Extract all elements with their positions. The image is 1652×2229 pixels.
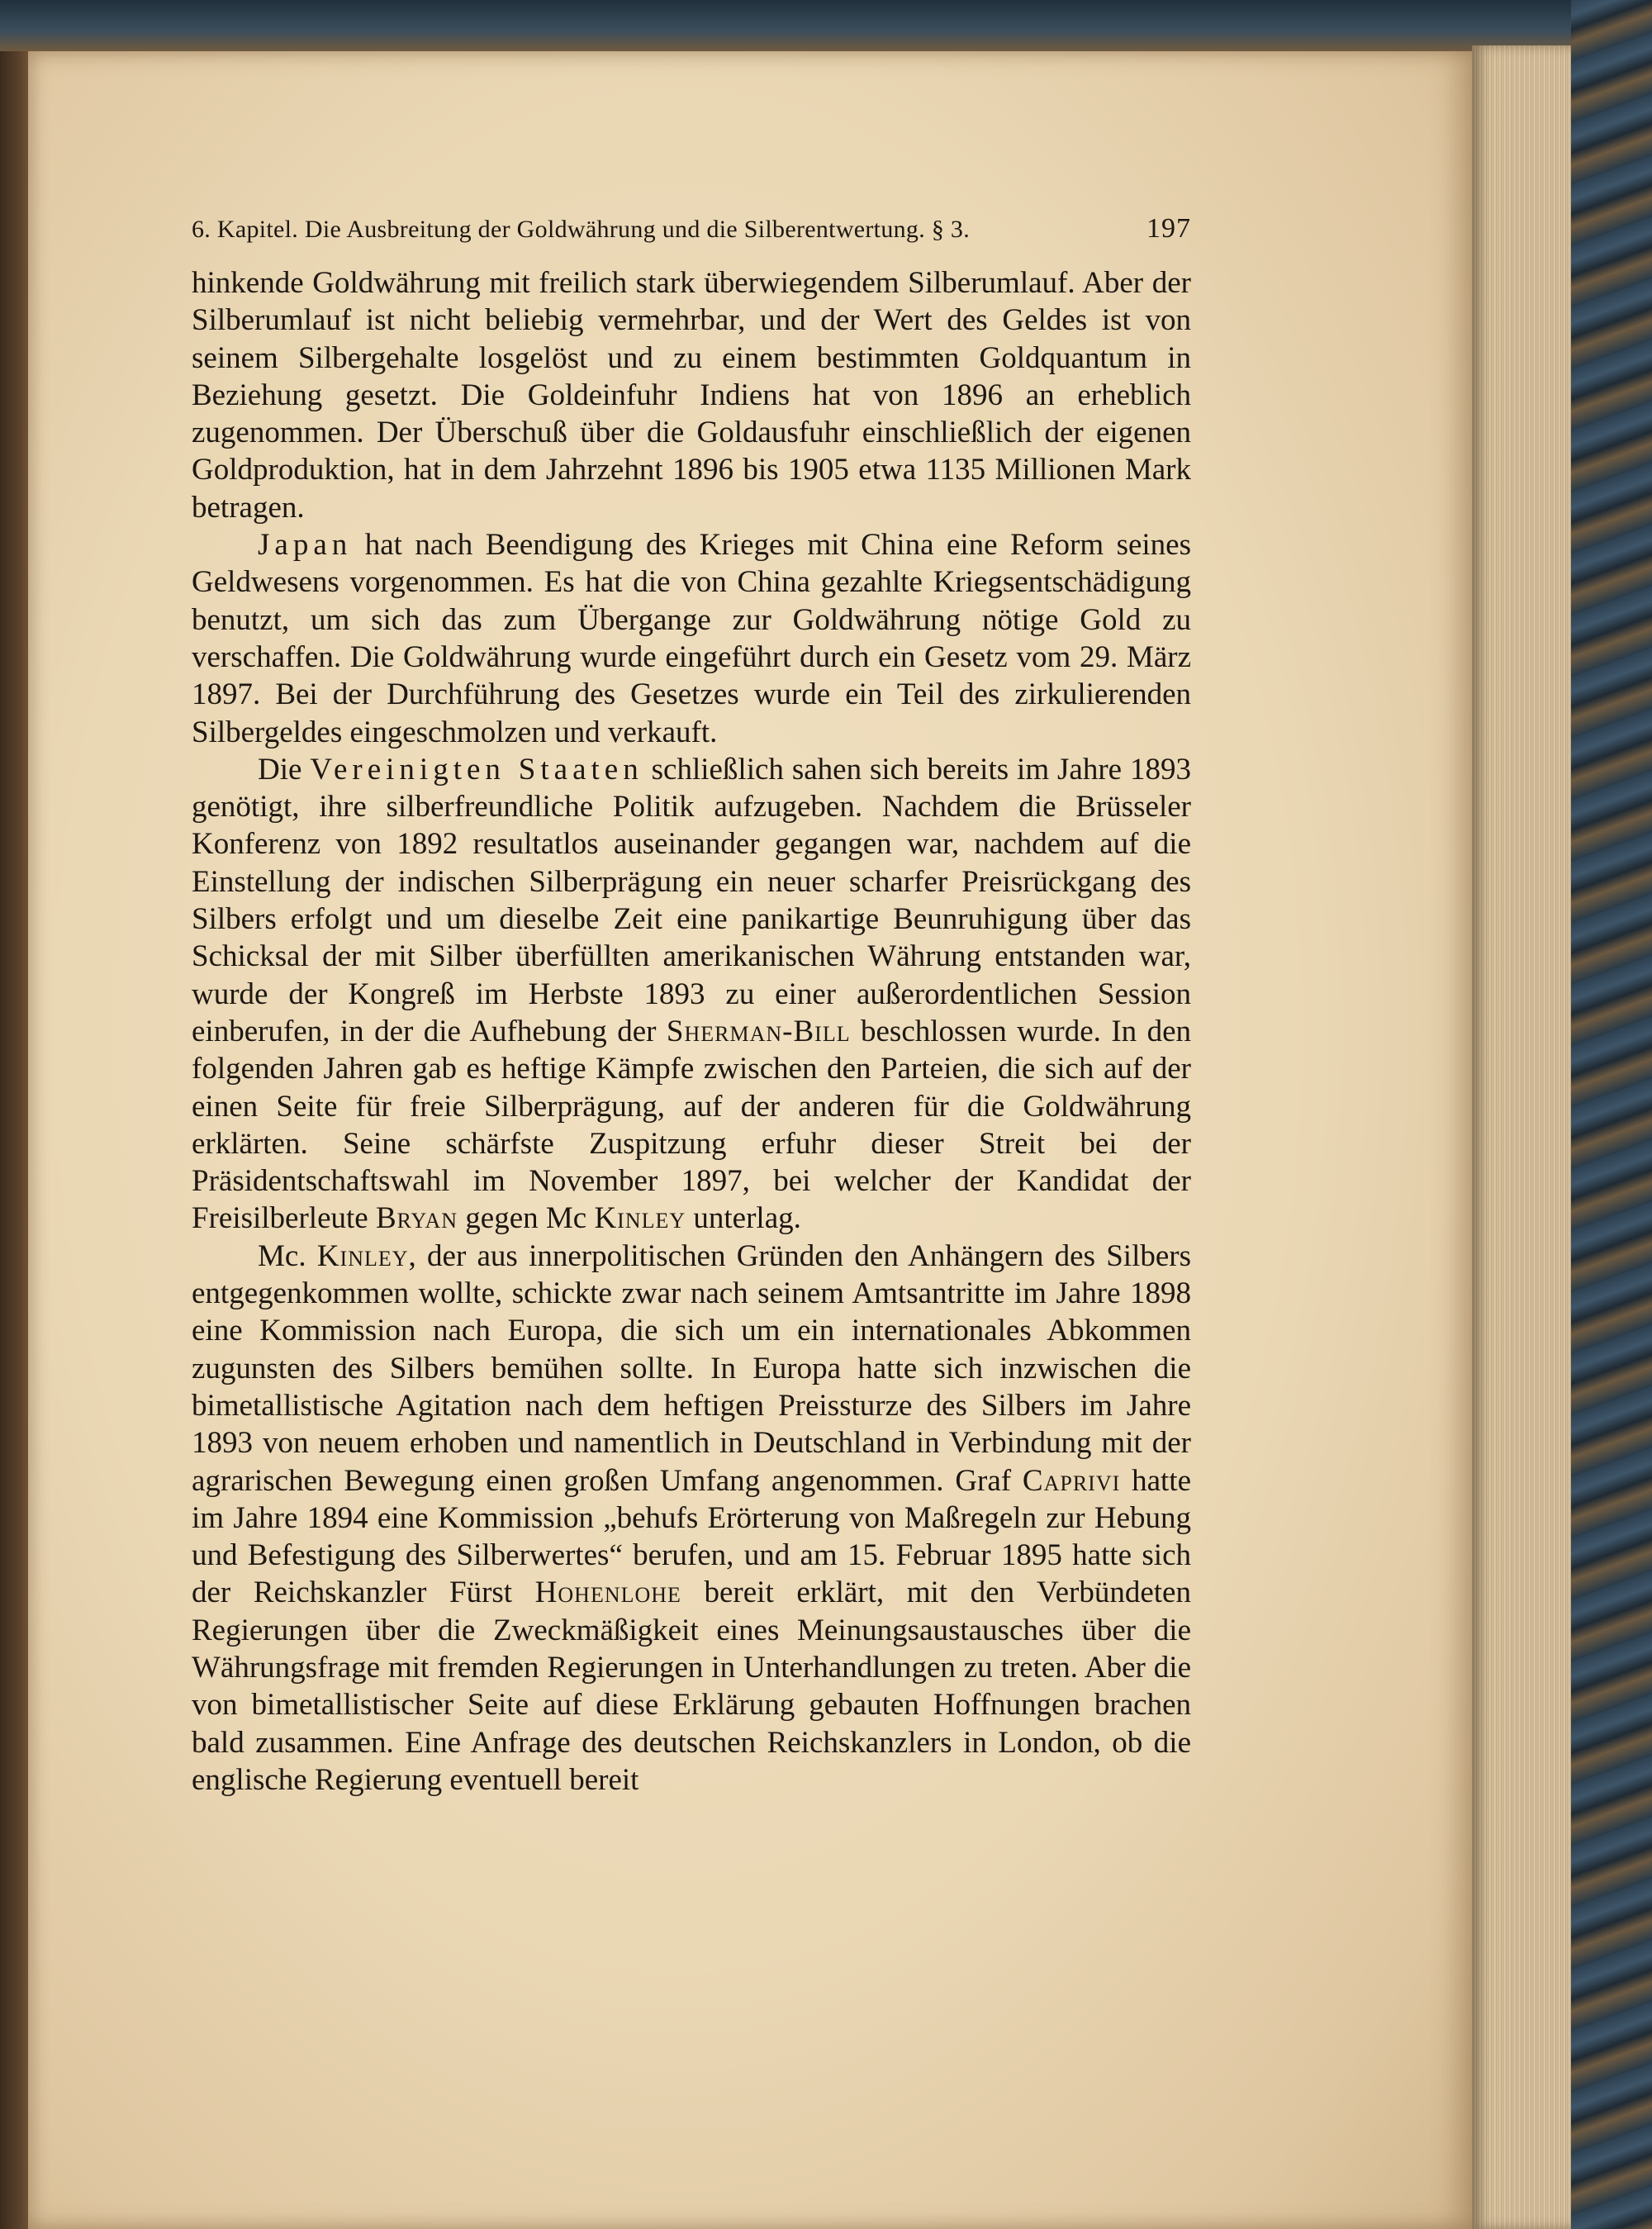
paragraph-text: hinkende Goldwährung mit freilich stark überwiegendem Silberumlauf. Aber der Silberumlauf ist nicht beliebig vermehrbar, und der Wert des Geldes ist von seinem Silbergehalte losgelöst und zu einem bestimmten Goldquantum in Beziehung gesetzt. Die Goldeinfuhr Indiens hat von 1896 an erheblich zugenommen. Der Überschuß über die Goldausfuhr einschließlich der eigenen Goldproduktion, hat in dem Jahrzehnt 1896 bis 1905 etwa 1135 Millionen Mark betragen. [192,266,1191,525]
paragraph-3 [192,751,1191,1238]
spaced-name-japan: Japan [258,528,353,563]
chapter-heading: 6. Kapitel. Die Ausbreitung der Goldwährung und die Silberentwertung. § 3. [192,216,971,243]
paragraph-text: gegen Mc [458,1201,595,1236]
paragraph-text: , der aus innerpolitischen Gründen den Anhängern des Silbers entgegenkommen wollte, schickte zwar nach seinem Amtsantritte im Jahre 1898 eine Kommission nach Europa, die sich um ein internationales Abkommen zugunsten des Silbers bemühen sollte. In Europa hatte sich inzwischen die bimetallistische Agitation nach dem heftigen Preissturze des Silbers im Jahre 1893 von neuem erhoben und namentlich in Deutschland in Verbindung mit der agrarischen Bewegung einen großen Umfang angenommen. Graf [192,1238,1191,1498]
paragraph-text: unterlag. [686,1201,801,1236]
page-edges [1472,45,1571,2229]
small-caps-kinley: Kinley [594,1201,686,1236]
paragraph-text: bereit erklärt, mit den Verbündeten Regierungen über die Zweckmäßigkeit eines Meinungsaustausches über die Währungsfrage mit fremden Regierungen in Unterhandlungen zu treten. Aber die von bimetallistischer Seite auf diese Erklärung gebauten Hoffnungen brachen bald zusammen. Eine Anfrage des deutschen Reichskanzlers in London, ob die englische Regierung eventuell bereit [192,1576,1191,1797]
paragraph-text: Mc. [258,1238,317,1273]
small-caps-caprivi: Caprivi [1022,1463,1121,1498]
small-caps-hohenlohe: Hohenlohe [534,1576,681,1610]
book-cover-top [0,0,1652,51]
paragraph-text: hatte im Jahre 1894 eine Kommission „behufs Erörterung von Maßregeln zur Hebung und Befestigung des Silberwertes“ berufen, und am 15. Februar 1895 hatte sich der Reichskanzler Fürst [192,1463,1191,1610]
paragraph-2 [192,526,1191,751]
paragraph-4 [192,1238,1191,1799]
spaced-name-vereinigte-staaten: Vereinigten Staaten [310,752,643,787]
page-content [192,213,1191,1799]
paragraph-text: schließlich sahen sich bereits im Jahre 1893 genötigt, ihre silberfreundliche Politik aufzugeben. Nachdem die Brüsseler Konferenz von 1892 resultatlos auseinander gegangen war, nachdem auf die Einstellung der indischen Silberprägung ein neuer scharfer Preisrückgang des Silbers erfolgt und um dieselbe Zeit eine panikartige Beunruhigung über das Schicksal der mit Silber überfüllten amerikanischen Währung entstanden war, wurde der Kongreß im Herbste 1893 zu einer außerordentlichen Session einberufen, in der die Aufhebung der [192,752,1191,1048]
small-caps-kinley: Kinley [316,1238,409,1273]
book-cover-marbled [1571,0,1652,2229]
paragraph-text: hat nach Beendigung des Krieges mit China eine Reform seines Geldwesens vorgenommen. Es hat die von China gezahlte Kriegsentschädigung benutzt, um sich das zum Übergange zur Goldwährung nötige Gold zu verschaffen. Die Goldwährung wurde eingeführt durch ein Gesetz vom 29. März 1897. Bei der Durchführung des Gesetzes wurde ein Teil des zirkulierenden Silbergeldes eingeschmolzen und verkauft. [192,528,1191,749]
small-caps-sherman-bill: Sherman-Bill [666,1014,851,1048]
paragraph-text: Die [258,752,311,787]
paragraph-text: beschlossen wurde. In den folgenden Jahren gab es heftige Kämpfe zwischen den Parteien, die sich auf der einen Seite für freie Silberprägung, auf der anderen für die Goldwährung erklärten. Seine schärfste Zuspitzung erfuhr dieser Streit bei der Präsidentschaftswahl im November 1897, bei welcher der Kandidat der Freisilberleute [192,1014,1191,1236]
page-number: 197 [1146,213,1191,244]
running-head [192,213,1191,245]
small-caps-bryan: Bryan [375,1201,458,1236]
paragraph-1 [192,264,1191,526]
